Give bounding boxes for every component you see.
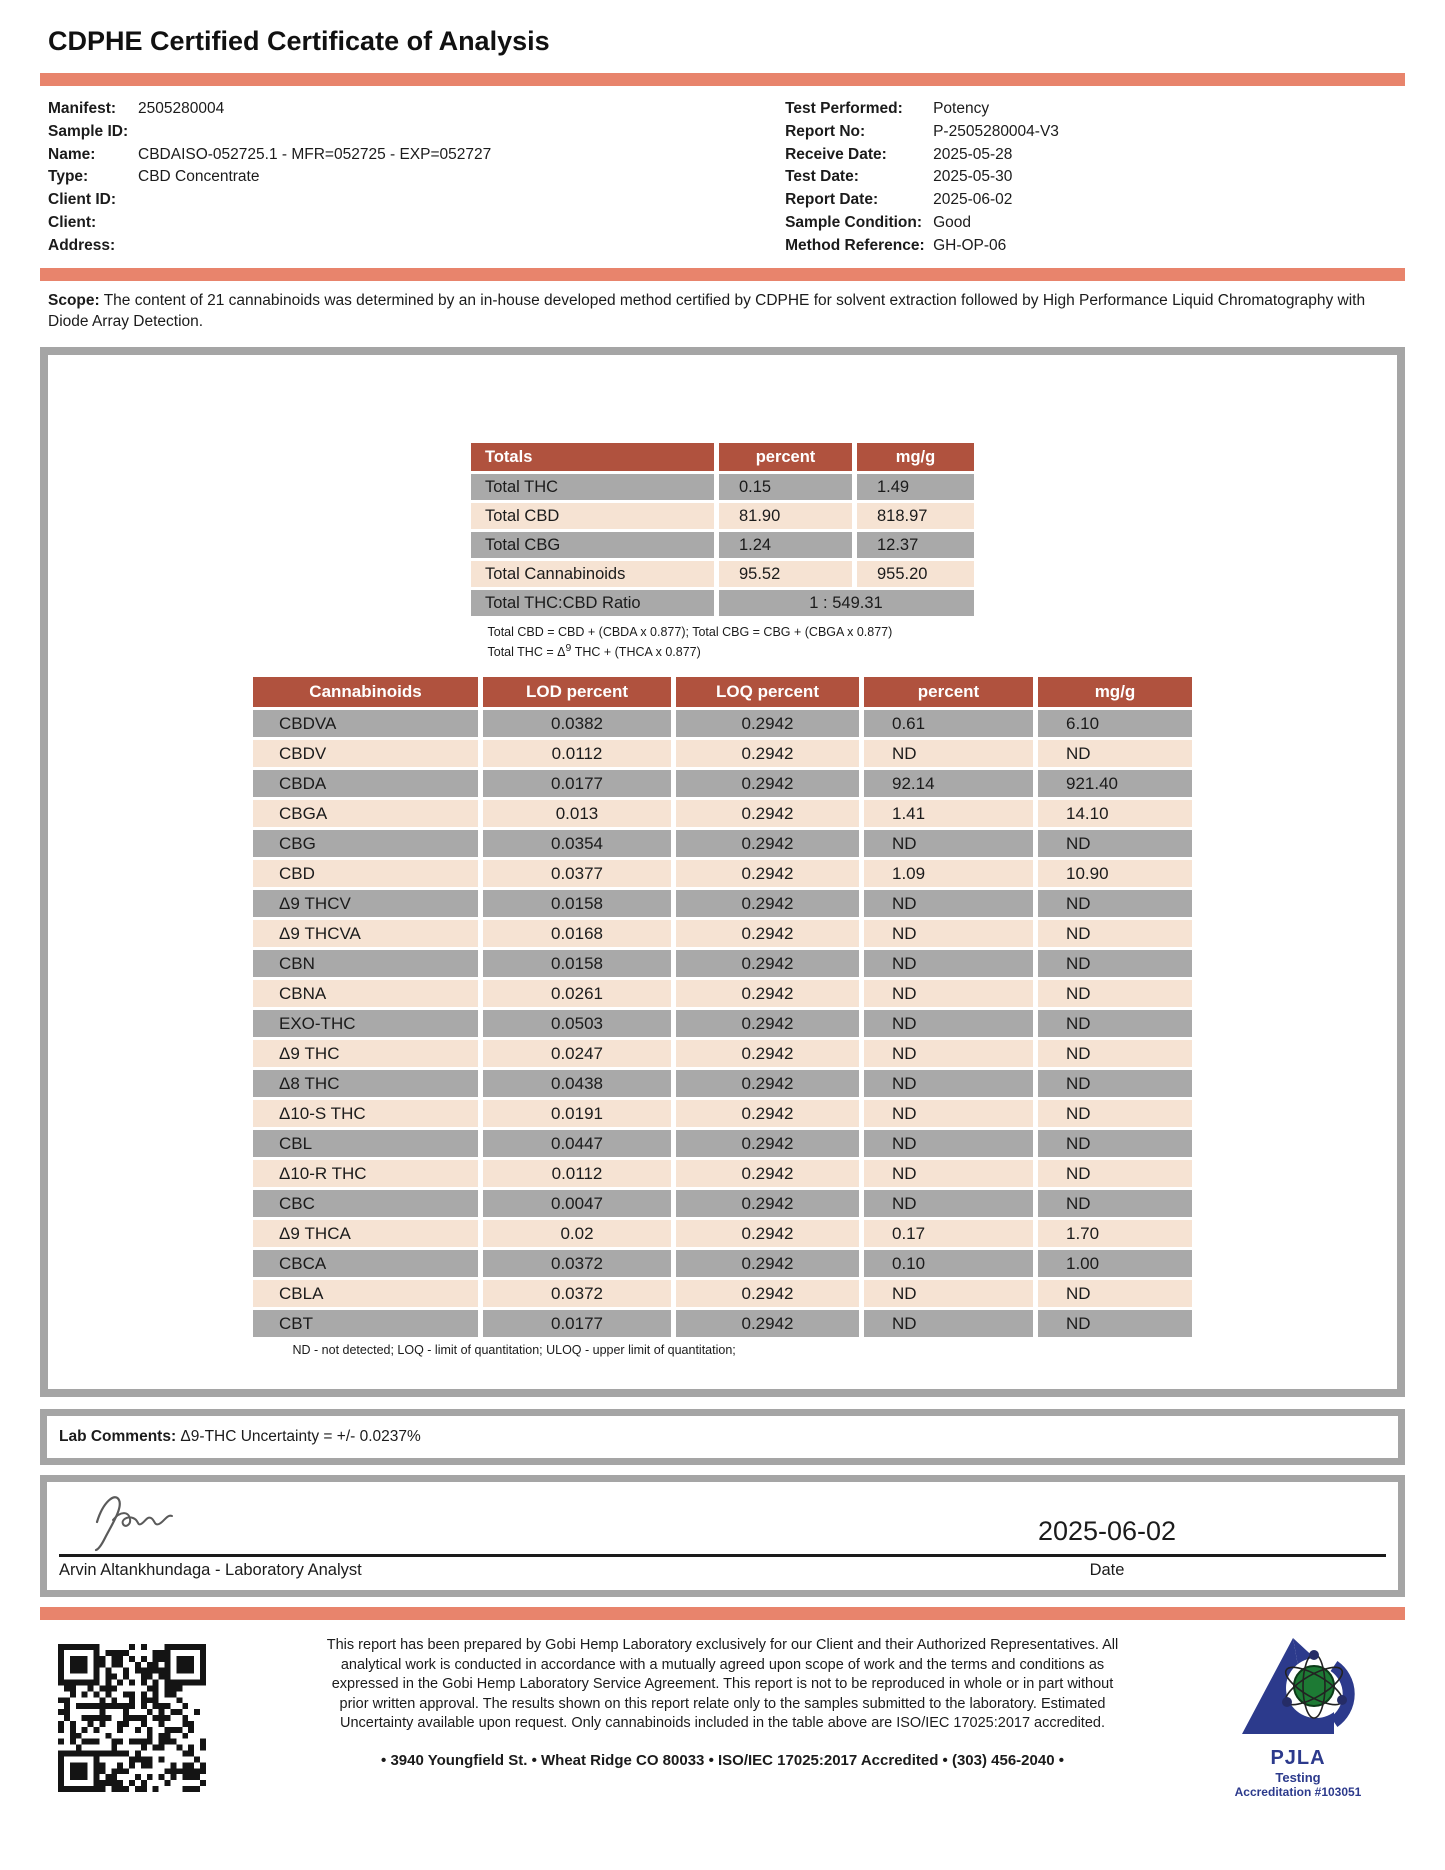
- qr-code: [58, 1644, 206, 1792]
- cannabinoid-cell: 0.0047: [483, 1190, 671, 1217]
- cannabinoid-cell: ND: [1038, 1190, 1192, 1217]
- totals-row: [471, 561, 974, 587]
- cannabinoid-cell: 6.10: [1038, 710, 1192, 737]
- cannabinoid-cell: ND: [864, 950, 1033, 977]
- totals-cell: 0.15: [719, 474, 852, 500]
- report-field-value: P-2505280004-V3: [933, 122, 1059, 140]
- cannabinoid-cell: CBDA: [253, 770, 478, 797]
- cannabinoid-cell: 1.00: [1038, 1250, 1192, 1277]
- sample-info-section: [40, 98, 1405, 258]
- cannabinoid-cell: ND: [1038, 890, 1192, 917]
- cannabinoid-cell: ND: [864, 1070, 1033, 1097]
- cannabinoid-cell: 0.0503: [483, 1010, 671, 1037]
- cannabinoid-cell: ND: [864, 1280, 1033, 1307]
- info-field-row: [48, 98, 785, 121]
- cannabinoid-cell: ND: [864, 890, 1033, 917]
- cannabinoid-cell: 0.2942: [676, 1040, 859, 1067]
- report-field-value: 2025-05-28: [933, 145, 1013, 163]
- report-field-label: Test Date:: [785, 168, 859, 186]
- lab-comments-text: Δ9-THC Uncertainty = +/- 0.0237%: [176, 1428, 421, 1446]
- report-field-value: GH-OP-06: [933, 236, 1007, 254]
- date-label: Date: [1089, 1561, 1125, 1580]
- cannabinoid-cell: 0.2942: [676, 1220, 859, 1247]
- totals-footnotes: [488, 624, 958, 660]
- cannabinoid-cell: ND: [864, 1160, 1033, 1187]
- cannabinoid-cell: 0.2942: [676, 1100, 859, 1127]
- cannabinoid-row: [253, 890, 1192, 917]
- cannabinoid-cell: CBC: [253, 1190, 478, 1217]
- cannabinoid-cell: 1.41: [864, 800, 1033, 827]
- totals-header-row: [471, 443, 974, 471]
- info-field-label: Name:: [48, 145, 96, 163]
- cannabinoid-cell: 0.0112: [483, 740, 671, 767]
- totals-footnote-2: Total THC = $\Delta^9$ THC + (THCA x 0.877): [487, 642, 701, 659]
- info-field-row: [48, 121, 785, 144]
- cannabinoid-cell: 0.10: [864, 1250, 1033, 1277]
- cannabinoid-cell: 92.14: [864, 770, 1033, 797]
- totals-cell: 95.52: [719, 561, 852, 587]
- cannabinoid-cell: CBT: [253, 1310, 478, 1337]
- cannabinoid-cell: 0.2942: [676, 1070, 859, 1097]
- cannabinoid-cell: ND: [1038, 1010, 1192, 1037]
- totals-cell: 12.37: [857, 532, 974, 558]
- accent-bar-top: [40, 73, 1405, 86]
- cannabinoid-cell: ND: [864, 1040, 1033, 1067]
- info-field-row: [48, 235, 785, 258]
- info-field-label: Type:: [48, 168, 89, 186]
- cannabinoid-cell: CBNA: [253, 980, 478, 1007]
- footer-section: [40, 1636, 1405, 1870]
- pjla-logo-icon: [1238, 1636, 1358, 1740]
- cann-header-loq: LOQ percent: [676, 677, 859, 707]
- cannabinoid-cell: 0.17: [864, 1220, 1033, 1247]
- footer-address: • 3940 Youngfield St. • Wheat Ridge CO 80033 • ISO/IEC 17025:2017 Accredited • (303) 456-2040 •: [381, 1751, 1064, 1769]
- report-field-row: [785, 98, 1405, 121]
- totals-header-label: Totals: [471, 443, 714, 471]
- cannabinoid-cell: EXO-THC: [253, 1010, 478, 1037]
- cannabinoid-cell: ND: [1038, 1070, 1192, 1097]
- totals-cell: 955.20: [857, 561, 974, 587]
- cannabinoid-row: [253, 1310, 1192, 1337]
- cannabinoids-footnote: ND - not detected; LOQ - limit of quantitation; ULOQ - upper limit of quantitation;: [292, 1343, 736, 1358]
- cannabinoid-cell: ND: [864, 830, 1033, 857]
- cannabinoid-cell: 0.2942: [676, 980, 859, 1007]
- report-field-row: [785, 166, 1405, 189]
- cannabinoid-cell: ND: [864, 1310, 1033, 1337]
- cannabinoid-row: [253, 950, 1192, 977]
- cannabinoid-cell: 0.2942: [676, 1310, 859, 1337]
- cannabinoid-row: [253, 920, 1192, 947]
- report-field-value: 2025-05-30: [933, 168, 1013, 186]
- totals-header-percent: percent: [719, 443, 852, 471]
- cannabinoid-cell: ND: [864, 1100, 1033, 1127]
- sample-info-right: [785, 98, 1405, 258]
- cannabinoid-cell: Δ9 THC: [253, 1040, 478, 1067]
- info-field-label: Manifest:: [48, 100, 117, 117]
- cannabinoid-cell: 1.70: [1038, 1220, 1192, 1247]
- cannabinoid-cell: 0.2942: [676, 800, 859, 827]
- totals-row: [471, 532, 974, 558]
- totals-cell: Total CBG: [471, 532, 714, 558]
- cannabinoid-cell: 0.0372: [483, 1250, 671, 1277]
- ratio-value: 1 : 549.31: [719, 590, 974, 616]
- report-field-label: Receive Date:: [785, 145, 887, 163]
- cannabinoid-row: [253, 1250, 1192, 1277]
- pjla-name: PJLA: [1270, 1747, 1326, 1770]
- cannabinoid-row: [253, 770, 1192, 797]
- info-field-value: CBDAISO-052725.1 - MFR=052725 - EXP=052727: [138, 145, 492, 163]
- cann-header-percent: percent: [864, 677, 1033, 707]
- cannabinoid-cell: 0.0177: [483, 1310, 671, 1337]
- footer-disclaimer: This report has been prepared by Gobi Hemp Laboratory exclusively for our Client and their Authorized Representatives. All analytical work is conducted in accordance with a mutually agreed upon scope of work and the terms and conditions as expressed in the Gobi Hemp Laboratory Service Agreement. This report is not to be reproduced in whole or in part without prior written approval. The results shown on this report relate only to the samples submitted to the laboratory. Estimated Uncertainty available upon request. Only cannabinoids included in the table above are ISO/IEC 17025:2017 accredited.: [326, 1637, 1119, 1732]
- cannabinoid-cell: 0.0447: [483, 1130, 671, 1157]
- cannabinoid-row: [253, 860, 1192, 887]
- cannabinoid-cell: 0.2942: [676, 1190, 859, 1217]
- totals-header-mgg: mg/g: [857, 443, 974, 471]
- report-field-label: Method Reference:: [785, 236, 925, 254]
- cannabinoid-cell: 0.2942: [676, 740, 859, 767]
- cannabinoid-row: [253, 1040, 1192, 1067]
- cannabinoid-row: [253, 1160, 1192, 1187]
- info-field-label: Client ID:: [48, 191, 117, 209]
- cann-header-lod: LOD percent: [483, 677, 671, 707]
- cannabinoid-row: [253, 710, 1192, 737]
- totals-cell: 81.90: [719, 503, 852, 529]
- report-field-row: [785, 144, 1405, 167]
- cannabinoid-cell: 0.2942: [676, 1160, 859, 1187]
- info-field-label: Sample ID:: [48, 122, 129, 140]
- report-field-value: 2025-06-02: [933, 191, 1013, 209]
- info-field-row: [48, 166, 785, 189]
- cannabinoid-row: [253, 740, 1192, 767]
- info-field-value: CBD Concentrate: [138, 168, 260, 186]
- signature-date: 2025-06-02: [1037, 1516, 1177, 1547]
- cannabinoid-cell: Δ8 THC: [253, 1070, 478, 1097]
- scope-label: Scope:: [48, 291, 100, 309]
- cannabinoid-cell: 10.90: [1038, 860, 1192, 887]
- cannabinoid-cell: ND: [1038, 920, 1192, 947]
- cannabinoid-cell: 0.0377: [483, 860, 671, 887]
- cannabinoid-cell: ND: [1038, 1310, 1192, 1337]
- cannabinoid-cell: 0.2942: [676, 830, 859, 857]
- cannabinoid-cell: 0.2942: [676, 1010, 859, 1037]
- cannabinoid-cell: Δ10-R THC: [253, 1160, 478, 1187]
- cannabinoid-cell: 921.40: [1038, 770, 1192, 797]
- cannabinoid-cell: CBDVA: [253, 710, 478, 737]
- cannabinoid-cell: ND: [1038, 1160, 1192, 1187]
- totals-row: [471, 474, 974, 500]
- analyst-signature-icon: [75, 1486, 225, 1552]
- totals-ratio-row: [471, 590, 974, 616]
- cannabinoid-cell: CBCA: [253, 1250, 478, 1277]
- cannabinoid-cell: ND: [1038, 1130, 1192, 1157]
- totals-cell: Total Cannabinoids: [471, 561, 714, 587]
- cannabinoid-row: [253, 1100, 1192, 1127]
- info-field-row: [48, 144, 785, 167]
- cannabinoid-cell: 0.61: [864, 710, 1033, 737]
- report-field-value: Potency: [933, 100, 990, 117]
- totals-cell: 1.24: [719, 532, 852, 558]
- totals-cell: Total CBD: [471, 503, 714, 529]
- totals-row: [471, 503, 974, 529]
- cannabinoid-cell: ND: [1038, 740, 1192, 767]
- totals-footnote-1: Total CBD = CBD + (CBDA x 0.877); Total CBG = CBG + (CBGA x 0.877): [487, 625, 893, 640]
- cannabinoid-row: [253, 1190, 1192, 1217]
- cannabinoid-cell: 0.0438: [483, 1070, 671, 1097]
- pjla-accreditation-number: Accreditation #103051: [1234, 1785, 1362, 1800]
- cannabinoid-cell: ND: [1038, 980, 1192, 1007]
- cannabinoid-cell: CBG: [253, 830, 478, 857]
- cannabinoid-cell: 0.0247: [483, 1040, 671, 1067]
- totals-cell: 818.97: [857, 503, 974, 529]
- cannabinoid-cell: CBN: [253, 950, 478, 977]
- ratio-label: Total THC:CBD Ratio: [471, 590, 714, 616]
- cannabinoid-row: [253, 830, 1192, 857]
- totals-cell: Total THC: [471, 474, 714, 500]
- cannabinoid-cell: 0.0261: [483, 980, 671, 1007]
- info-field-row: [48, 189, 785, 212]
- cannabinoid-cell: ND: [1038, 1280, 1192, 1307]
- cannabinoid-cell: 0.0372: [483, 1280, 671, 1307]
- info-field-label: Client:: [48, 213, 97, 231]
- lab-comments-label: Lab Comments:: [59, 1428, 177, 1446]
- cannabinoid-cell: 0.2942: [676, 1250, 859, 1277]
- cannabinoids-table: [248, 674, 1197, 1340]
- report-field-row: [785, 212, 1405, 235]
- cannabinoid-cell: 0.2942: [676, 770, 859, 797]
- cannabinoid-cell: CBDV: [253, 740, 478, 767]
- report-field-row: [785, 235, 1405, 258]
- cannabinoid-cell: 0.013: [483, 800, 671, 827]
- report-field-label: Sample Condition:: [785, 213, 923, 231]
- cannabinoid-cell: ND: [864, 1130, 1033, 1157]
- cannabinoid-row: [253, 1220, 1192, 1247]
- cannabinoid-row: [253, 980, 1192, 1007]
- cannabinoid-cell: 0.2942: [676, 1280, 859, 1307]
- cannabinoid-cell: ND: [1038, 1040, 1192, 1067]
- cannabinoid-cell: 14.10: [1038, 800, 1192, 827]
- signature-box: [40, 1475, 1405, 1597]
- cannabinoid-cell: ND: [1038, 1100, 1192, 1127]
- info-field-value: 2505280004: [138, 100, 225, 117]
- report-field-label: Test Performed:: [785, 100, 903, 117]
- info-field-label: Address:: [48, 236, 116, 254]
- cannabinoid-cell: CBL: [253, 1130, 478, 1157]
- cannabinoid-cell: Δ10-S THC: [253, 1100, 478, 1127]
- accent-bar-scope: [40, 268, 1405, 281]
- info-field-row: [48, 212, 785, 235]
- cannabinoid-cell: CBD: [253, 860, 478, 887]
- report-field-row: [785, 121, 1405, 144]
- accent-bar-bottom: [40, 1607, 1405, 1620]
- cannabinoid-cell: 0.0191: [483, 1100, 671, 1127]
- cannabinoid-cell: 0.2942: [676, 710, 859, 737]
- totals-cell: 1.49: [857, 474, 974, 500]
- cannabinoid-cell: 0.2942: [676, 920, 859, 947]
- cannabinoid-cell: ND: [864, 1190, 1033, 1217]
- cannabinoid-row: [253, 1070, 1192, 1097]
- cannabinoid-cell: ND: [1038, 830, 1192, 857]
- cannabinoid-cell: ND: [864, 920, 1033, 947]
- cannabinoid-cell: 0.0158: [483, 950, 671, 977]
- cannabinoid-row: [253, 1280, 1192, 1307]
- cannabinoid-cell: 0.0177: [483, 770, 671, 797]
- page-title: CDPHE Certified Certificate of Analysis: [48, 26, 550, 56]
- cann-header-name: Cannabinoids: [253, 677, 478, 707]
- cannabinoid-row: [253, 1010, 1192, 1037]
- cannabinoid-cell: CBLA: [253, 1280, 478, 1307]
- cannabinoid-cell: 0.2942: [676, 950, 859, 977]
- cannabinoid-cell: 0.2942: [676, 890, 859, 917]
- lab-comments-box: [40, 1409, 1405, 1465]
- cannabinoid-cell: ND: [864, 740, 1033, 767]
- scope-text: The content of 21 cannabinoids was determined by an in-house developed method certified by CDPHE for solvent extraction followed by High Performance Liquid Chromatography with Diode Array Detection.: [48, 291, 1366, 330]
- cannabinoid-cell: ND: [864, 1010, 1033, 1037]
- cannabinoid-row: [253, 1130, 1192, 1157]
- analyst-name: Arvin Altankhundaga - Laboratory Analyst: [59, 1561, 362, 1580]
- report-field-row: [785, 189, 1405, 212]
- cannabinoid-cell: 0.0158: [483, 890, 671, 917]
- cannabinoid-cell: Δ9 THCV: [253, 890, 478, 917]
- totals-table: [466, 440, 979, 619]
- sample-info-left: [40, 98, 785, 258]
- report-field-label: Report Date:: [785, 191, 879, 209]
- cannabinoid-row: [253, 800, 1192, 827]
- cannabinoid-cell: 0.0354: [483, 830, 671, 857]
- report-field-value: Good: [933, 213, 972, 231]
- cannabinoid-cell: ND: [1038, 950, 1192, 977]
- scope-paragraph: [40, 290, 1405, 332]
- cannabinoid-cell: 0.0382: [483, 710, 671, 737]
- cannabinoid-cell: 0.2942: [676, 1130, 859, 1157]
- cannabinoid-cell: 0.0168: [483, 920, 671, 947]
- cannabinoid-cell: CBGA: [253, 800, 478, 827]
- results-frame: [40, 347, 1405, 1397]
- cannabinoid-cell: ND: [864, 980, 1033, 1007]
- cannabinoids-header-row: [253, 677, 1192, 707]
- cannabinoid-cell: 0.02: [483, 1220, 671, 1247]
- cannabinoid-cell: 1.09: [864, 860, 1033, 887]
- cannabinoid-cell: Δ9 THCVA: [253, 920, 478, 947]
- report-field-label: Report No:: [785, 122, 866, 140]
- cannabinoid-cell: 0.0112: [483, 1160, 671, 1187]
- cannabinoid-cell: 0.2942: [676, 860, 859, 887]
- pjla-testing-label: Testing: [1275, 1770, 1321, 1786]
- cann-header-mgg: mg/g: [1038, 677, 1192, 707]
- pjla-accreditation: [1213, 1636, 1383, 1799]
- cannabinoid-cell: Δ9 THCA: [253, 1220, 478, 1247]
- signature-line: [59, 1554, 1386, 1557]
